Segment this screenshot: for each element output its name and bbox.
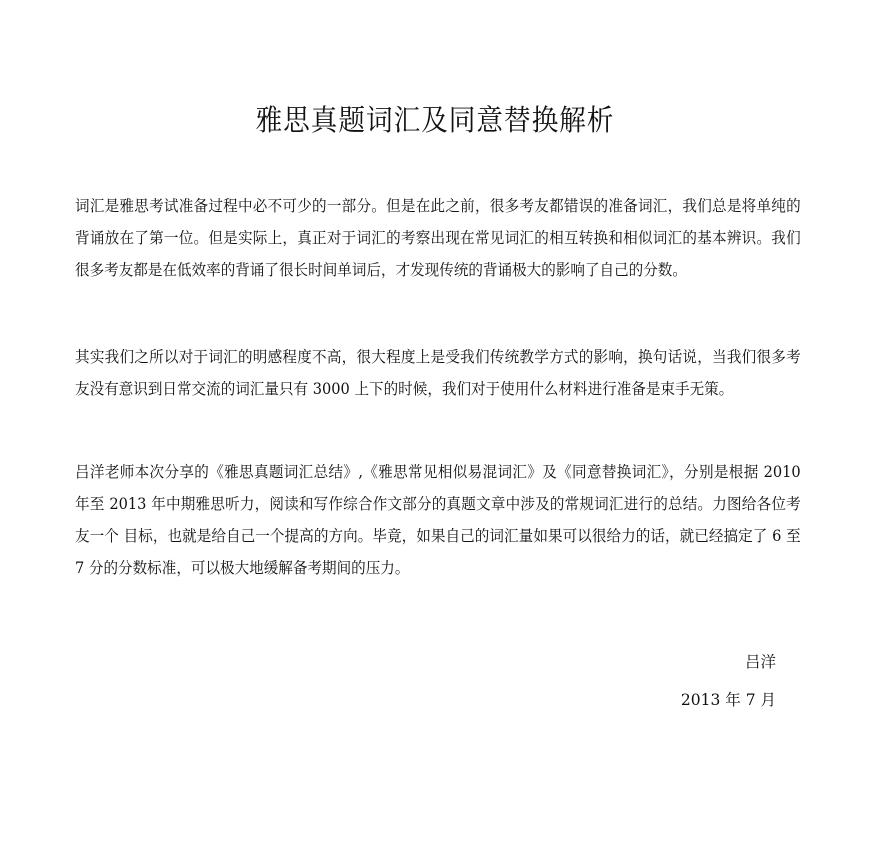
document-title: 雅思真题词汇及同意替换解析 bbox=[255, 103, 615, 137]
document-date: 2013 年 7 月 bbox=[680, 691, 776, 709]
author-signature: 吕洋 bbox=[744, 653, 776, 671]
paragraph-3: 吕洋老师本次分享的《雅思真题词汇总结》,《雅思常见相似易混词汇》及《同意替换词汇》，分别是根据 2010 年至 2013 年中期雅思听力，阅读和写作综合作文部分的真题文章中涉及的常规词汇进行的总结。力图给各位考友一个 目标，也就是给自己一个提高的方向。毕竟，如果自己的词汇量如果可以很给力的话，就已经搞定了 6 至 7 分的分数标准，可以极大地缓解备考期间的压力。 bbox=[75, 463, 801, 577]
paragraph-2: 其实我们之所以对于词汇的明感程度不高，很大程度上是受我们传统教学方式的影响，换句话说，当我们很多考友没有意识到日常交流的词汇量只有 3000 上下的时候，我们对于使用什么材料进行准备是束手无策。 bbox=[75, 348, 801, 398]
paragraph-1: 词汇是雅思考试准备过程中必不可少的一部分。但是在此之前，很多考友都错误的准备词汇，我们总是将单纯的背诵放在了第一位。但是实际上，真正对于词汇的考察出现在常见词汇的相互转换和相似词汇的基本辨识。我们很多考友都是在低效率的背诵了很长时间单词后，才发现传统的背诵极大的影响了自己的分数。 bbox=[75, 197, 801, 279]
